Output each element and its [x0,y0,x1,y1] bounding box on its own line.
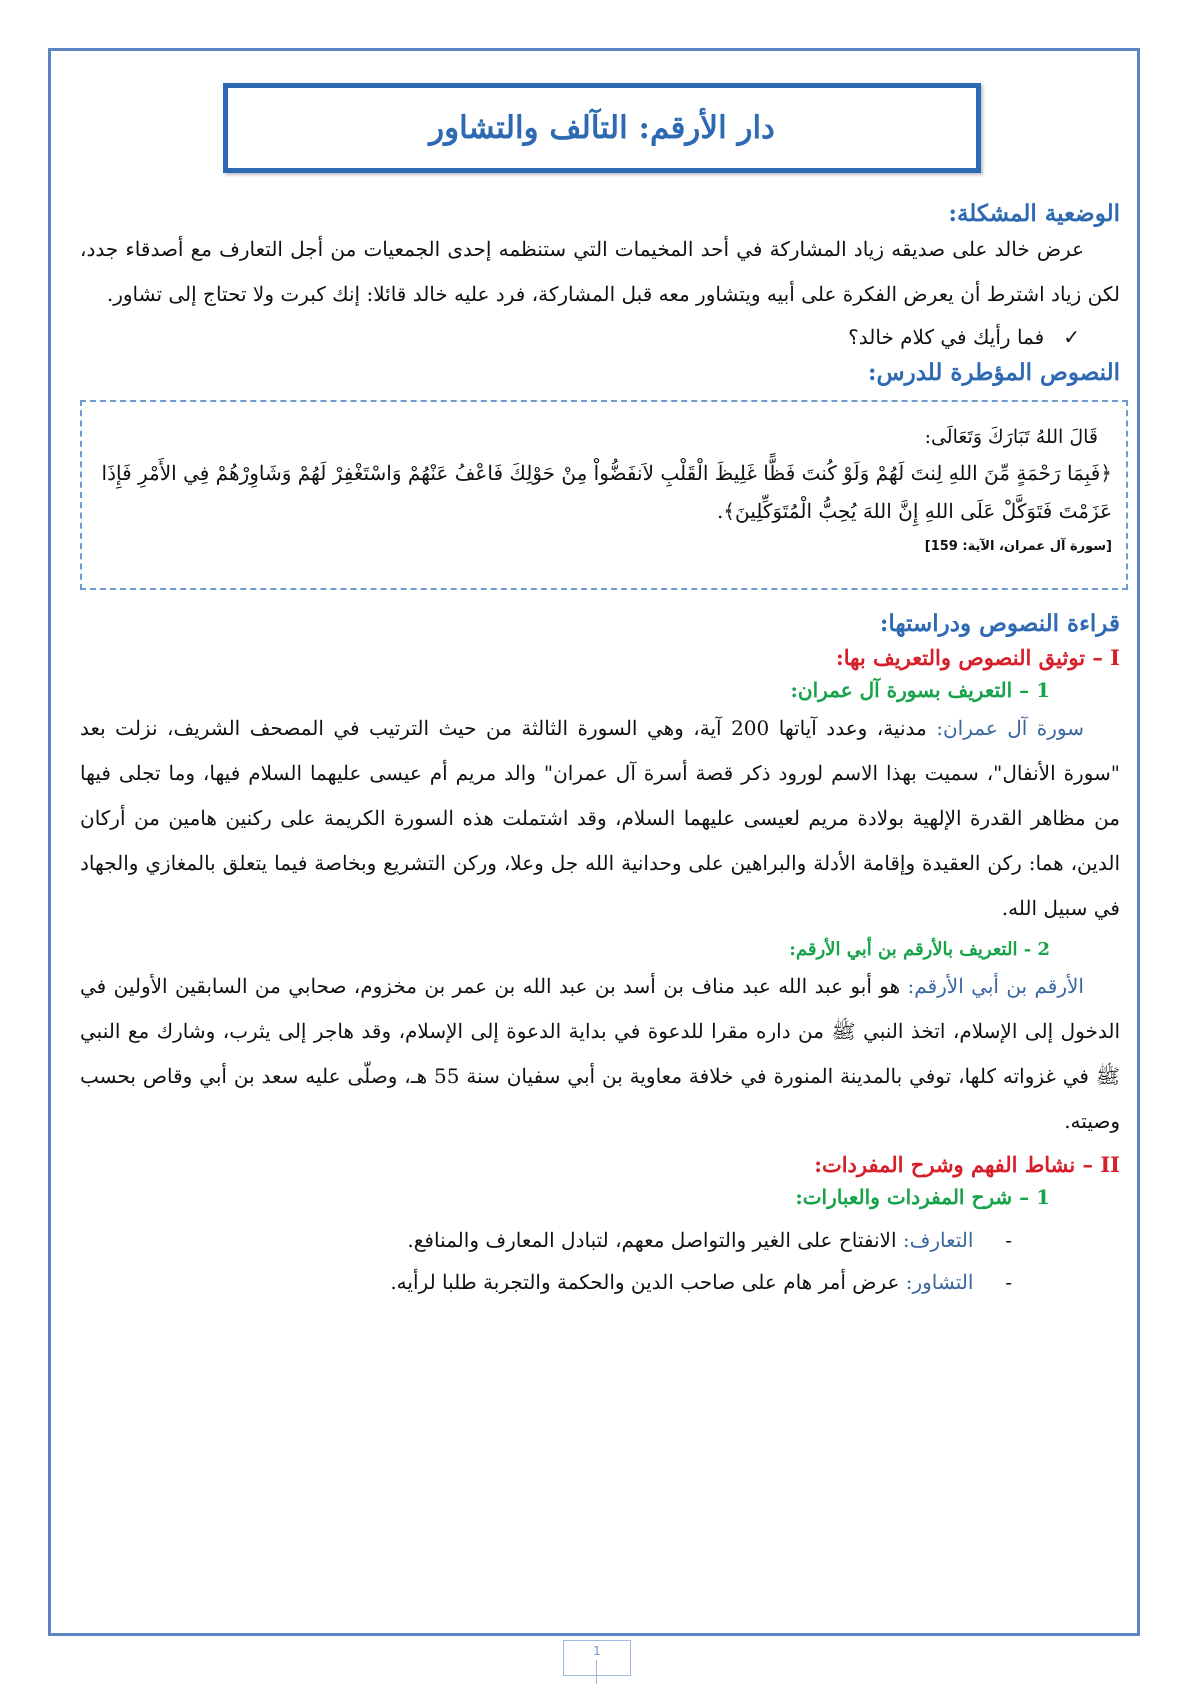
verse-reference: [سورة آل عمران، الآية: 159] [924,539,1112,554]
title-box [223,83,981,173]
page-title: دار الأرقم: التآلف والتشاور [429,110,775,146]
page-number: 1 [593,1644,601,1658]
surah-lead: سورة آل عمران: [936,716,1084,740]
vocab-heading: 1 – شرح المفردات والعبارات: [795,1185,1050,1209]
vocab-dash: - [1005,1228,1012,1252]
sub1-heading: 1 – التعريف بسورة آل عمران: [790,678,1050,702]
quran-verse: ﴿فَبِمَا رَحْمَةٍ مِّنَ اللهِ لِنتَ لَهُمْ وَلَوْ كُنتَ فَظًّا غَلِيظَ الْقَلْبِ لاَنفَضُّواْ مِنْ حَوْلِكَ فَاعْفُ عَنْهُمْ وَاسْتَغْفِرْ لَهُمْ وَشَاوِرْهُمْ فِي الأَمْرِ فَإِذَا عَزَمْتَ فَتَوَكَّلْ عَلَى اللهِ إِنَّ اللهَ يُحِبُّ الْمُتَوَكِّلِينَ﴾. [101,461,1112,523]
vocab-term: التعارف: [902,1228,974,1252]
reading-heading: قراءة النصوص ودراستها: [879,610,1120,637]
lesson-content [80,200,1120,1303]
quran-quote-box [80,400,1128,590]
check-icon: ✓ [1063,325,1080,349]
page-number-box [563,1640,631,1676]
surah-paragraph [80,706,1120,931]
texts-heading: النصوص المؤطرة للدرس: [868,359,1120,386]
vocab-item [80,1219,1120,1261]
quote-intro: قَالَ اللهُ تَبَارَكَ وَتَعَالَى: [924,426,1098,448]
part1-heading: I – توثيق النصوص والتعريف بها: [836,645,1120,670]
vocab-dash: - [1005,1270,1012,1294]
vocab-definition: عرض أمر هام على صاحب الدين والحكمة والتجربة طلبا لرأيه. [390,1270,906,1294]
vocab-term: التشاور: [905,1270,974,1294]
problem-text [80,227,1120,317]
page-number-line [596,1660,597,1684]
question-text: فما رأيك في كلام خالد؟ [848,325,1045,349]
vocab-item [80,1261,1120,1303]
problem-body: عرض خالد على صديقه زياد المشاركة في أحد المخيمات التي ستنظمه إحدى الجمعيات من أجل التعارف مع أصدقاء جدد، لكن زياد اشترط أن يعرض الفكرة على أبيه ويتشاور معه قبل المشاركة، فرد عليه خالد قائلا: إنك كبرت ولا تحتاج إلى تشاور. [80,237,1120,306]
surah-text: مدنية، وعدد آياتها 200 آية، وهي السورة الثالثة من حيث الترتيب في المصحف الشريف، نزلت بعد "سورة الأنفال"، سميت بهذا الاسم لورود ذكر قصة أسرة آل عمران" والد مريم أم عيسى عليهما السلام فيها، وما تجلى فيها من مظاهر القدرة الإلهية بولادة مريم لعيسى عليهما السلام، وقد اشتملت هذه السورة الكريمة على ركنين هامين من أركان الدين، هما: ركن العقيدة وإقامة الأدلة والبراهين على وحدانية الله جل وعلا، وركن التشريع وبخاصة فيما يتعلق بالمغازي والجهاد في سبيل الله. [80,716,1120,920]
arqam-lead: الأرقم بن أبي الأرقم: [907,974,1084,998]
arqam-text: هو أبو عبد الله عبد مناف بن أسد بن عبد الله بن عمر بن مخزوم، صحابي من السابقين الأولين في الدخول إلى الإسلام، اتخذ النبي ﷺ من داره مقرا للدعوة في بداية الدعوة إلى الإسلام، وقد هاجر إلى يثرب، وشارك مع النبي ﷺ في غزواته كلها، توفي بالمدينة المنورة في خلافة معاوية بن أبي سفيان سنة 55 هـ، وصلّى عليه سعد بن أبي وقاص بحسب وصيته. [80,974,1120,1133]
question-line [80,317,1120,357]
vocab-definition: الانفتاح على الغير والتواصل معهم، لتبادل المعارف والمنافع. [407,1228,903,1252]
problem-heading: الوضعية المشكلة: [948,200,1120,227]
part2-heading: II – نشاط الفهم وشرح المفردات: [814,1152,1120,1177]
arqam-paragraph [80,964,1120,1144]
sub2-heading: 2 - التعريف بالأرقم بن أبي الأرقم: [789,939,1050,960]
